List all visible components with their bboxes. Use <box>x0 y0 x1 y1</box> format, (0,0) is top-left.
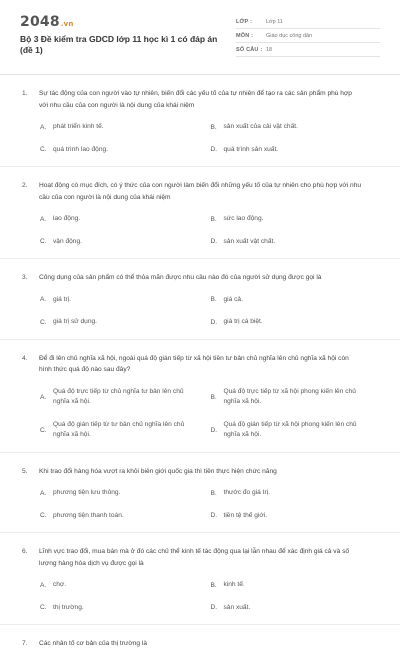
option-text: giá trị cá biệt. <box>223 318 263 325</box>
option-letter: B. <box>210 123 217 131</box>
option-text: quá trình sản xuất. <box>223 145 279 153</box>
meta-value: Lớp 11 <box>266 18 283 25</box>
question-divider <box>0 166 400 167</box>
page-title: Bộ 3 Đề kiểm tra GDCD lớp 11 học kì 1 có đáp án (đề 1) <box>20 34 218 55</box>
option-c[interactable] <box>39 317 210 328</box>
question-divider <box>0 624 400 625</box>
option-d[interactable] <box>210 145 381 156</box>
option-text: Quá độ gián tiếp từ tư bản chủ nghĩa lên chủ nghĩa xã hội. <box>53 420 185 438</box>
option-b[interactable] <box>210 580 381 591</box>
option-a[interactable] <box>39 122 210 133</box>
site-logo[interactable] <box>20 14 220 30</box>
question-divider <box>0 339 400 340</box>
question-6 <box>20 546 380 625</box>
option-letter: A. <box>40 123 47 131</box>
question-stem <box>20 272 380 284</box>
option-text: sản xuất của cải vật chất. <box>223 123 298 130</box>
option-text: thước đo giá trị. <box>223 489 270 496</box>
option-text: quá trình lao động. <box>53 145 108 153</box>
option-letter: B. <box>210 215 217 223</box>
option-letter: D. <box>210 146 218 154</box>
option-text: Quá độ trực tiếp từ chủ nghĩa tư bản lên chủ nghĩa xã hội. <box>53 387 184 405</box>
option-letter: D. <box>210 426 218 434</box>
option-letter: B. <box>210 296 217 304</box>
meta-key: SỐ CÂU : <box>236 46 263 53</box>
question-text: Sự tác động của con người vào tự nhiên, biến đổi các yếu tố của tự nhiên để tạo ra các sản phẩm phù hợp với nhu cầu của con người là nội dung của khái niệm <box>39 90 352 109</box>
answer-options <box>20 387 380 441</box>
option-text: Quá độ gián tiếp từ xã hội phong kiến lên chủ nghĩa xã hội. <box>223 420 357 438</box>
option-a[interactable] <box>39 214 210 225</box>
question-text: Các nhân tố cơ bản của thị trường là <box>39 640 147 647</box>
option-b[interactable] <box>210 214 381 225</box>
question-4 <box>20 353 380 453</box>
option-letter: A. <box>40 296 47 304</box>
question-number: 2. <box>22 182 28 189</box>
header-divider <box>0 74 400 75</box>
option-letter: A. <box>40 489 47 497</box>
question-divider <box>0 452 400 453</box>
meta-row-count <box>236 43 380 57</box>
question-2 <box>20 180 380 259</box>
question-divider <box>0 532 400 533</box>
meta-row-class <box>236 15 380 29</box>
meta-key: LỚP : <box>236 18 252 25</box>
option-letter: A. <box>40 215 47 223</box>
question-3 <box>20 272 380 340</box>
option-letter: B. <box>210 581 217 589</box>
option-c[interactable] <box>39 237 210 248</box>
question-stem <box>20 180 380 203</box>
option-text: phát triển kinh tế. <box>53 123 104 130</box>
meta-table <box>236 15 380 72</box>
option-letter: D. <box>210 604 218 612</box>
meta-value: Giáo dục công dân <box>266 32 313 39</box>
option-c[interactable] <box>39 603 210 614</box>
option-a[interactable] <box>39 387 210 408</box>
question-stem <box>20 88 380 111</box>
option-c[interactable] <box>39 145 210 156</box>
question-number: 4. <box>22 354 28 362</box>
option-a[interactable] <box>39 295 210 306</box>
option-d[interactable] <box>210 237 381 248</box>
question-text: Để đi lên chủ nghĩa xã hội, ngoài quá độ gián tiếp từ xã hội tiền tư bản chủ nghĩa lên chủ nghĩa xã hội còn hình thức quá độ nào sau đây? <box>39 354 349 373</box>
answer-options <box>20 580 380 613</box>
question-1 <box>20 88 380 167</box>
header <box>20 14 380 72</box>
option-letter: B. <box>210 489 217 497</box>
option-text: giá cả. <box>223 295 243 303</box>
question-stem <box>20 466 380 478</box>
option-text: sản xuất vật chất. <box>223 237 276 245</box>
question-text: Công dụng của sản phẩm có thể thỏa mãn được nhu cầu nào đó của người sử dụng được gọi là <box>39 274 322 281</box>
meta-row-subject <box>236 29 380 43</box>
option-d[interactable] <box>210 317 381 328</box>
option-letter: C. <box>40 604 47 612</box>
option-letter: C. <box>40 318 47 326</box>
option-text: giá trị sử dụng. <box>53 318 97 325</box>
question-5 <box>20 466 380 534</box>
option-letter: A. <box>40 393 47 401</box>
option-letter: D. <box>210 238 218 246</box>
option-letter: C. <box>40 512 47 520</box>
question-stem <box>20 638 380 650</box>
question-text: Lĩnh vực trao đổi, mua bán mà ở đó các chủ thể kinh tế tác động qua lại lẫn nhau để xác định giá cả và số lượng hàng hóa dịch vụ được gọi là <box>39 548 350 567</box>
brand <box>20 14 220 72</box>
option-b[interactable] <box>210 295 381 306</box>
question-divider <box>0 258 400 259</box>
answer-options <box>20 122 380 155</box>
option-text: sản xuất. <box>223 603 251 611</box>
question-7 <box>20 638 380 650</box>
question-text: Hoạt động có mục đích, có ý thức của con người làm biến đổi những yếu tố của tự nhiên cho phù hợp với nhu cầu của con người là nội dung của khái niệm <box>39 182 362 201</box>
option-c[interactable] <box>39 511 210 522</box>
question-number: 7. <box>22 640 28 647</box>
question-number: 6. <box>22 548 28 555</box>
option-b[interactable] <box>210 488 381 499</box>
option-letter: D. <box>210 318 218 326</box>
question-text: Khi trao đổi hàng hóa vượt ra khỏi biên giới quốc gia thì tiền thực hiện chức năng <box>39 467 277 475</box>
option-text: thị trường. <box>53 603 84 611</box>
option-text: lao động. <box>53 215 81 222</box>
meta-value: 18 <box>266 46 273 53</box>
question-stem <box>20 353 380 376</box>
meta-key: MÔN : <box>236 32 254 39</box>
answer-options <box>20 295 380 328</box>
option-text: Quá độ trực tiếp từ xã hội phong kiến lên chủ nghĩa xã hội. <box>223 387 356 405</box>
option-text: chợ. <box>53 581 67 588</box>
option-letter: B. <box>210 393 217 401</box>
logo-number: 2048 <box>20 14 60 30</box>
option-d[interactable] <box>210 420 381 441</box>
option-b[interactable] <box>210 387 381 408</box>
option-text: giá trị. <box>53 295 71 303</box>
option-text: tiền tệ thế giới. <box>223 511 268 519</box>
answer-options <box>20 488 380 521</box>
option-b[interactable] <box>210 122 381 133</box>
option-c[interactable] <box>39 420 210 441</box>
option-letter: C. <box>40 426 47 434</box>
option-a[interactable] <box>39 580 210 591</box>
option-letter: C. <box>40 238 47 246</box>
logo-domain: .vn <box>60 20 74 28</box>
option-text: vận động. <box>53 237 82 245</box>
option-letter: D. <box>210 512 218 520</box>
option-text: phương tiện thanh toán. <box>53 511 124 519</box>
option-d[interactable] <box>210 603 381 614</box>
option-text: kinh tế. <box>223 581 245 588</box>
option-d[interactable] <box>210 511 381 522</box>
option-a[interactable] <box>39 488 210 499</box>
question-number: 3. <box>22 274 28 281</box>
option-letter: C. <box>40 146 47 154</box>
option-text: sức lao động. <box>223 215 264 222</box>
question-number: 1. <box>22 90 28 97</box>
question-stem <box>20 546 380 569</box>
answer-options <box>20 214 380 247</box>
option-text: phương tiện lưu thông. <box>53 489 121 496</box>
question-number: 5. <box>22 467 28 475</box>
option-letter: A. <box>40 581 47 589</box>
